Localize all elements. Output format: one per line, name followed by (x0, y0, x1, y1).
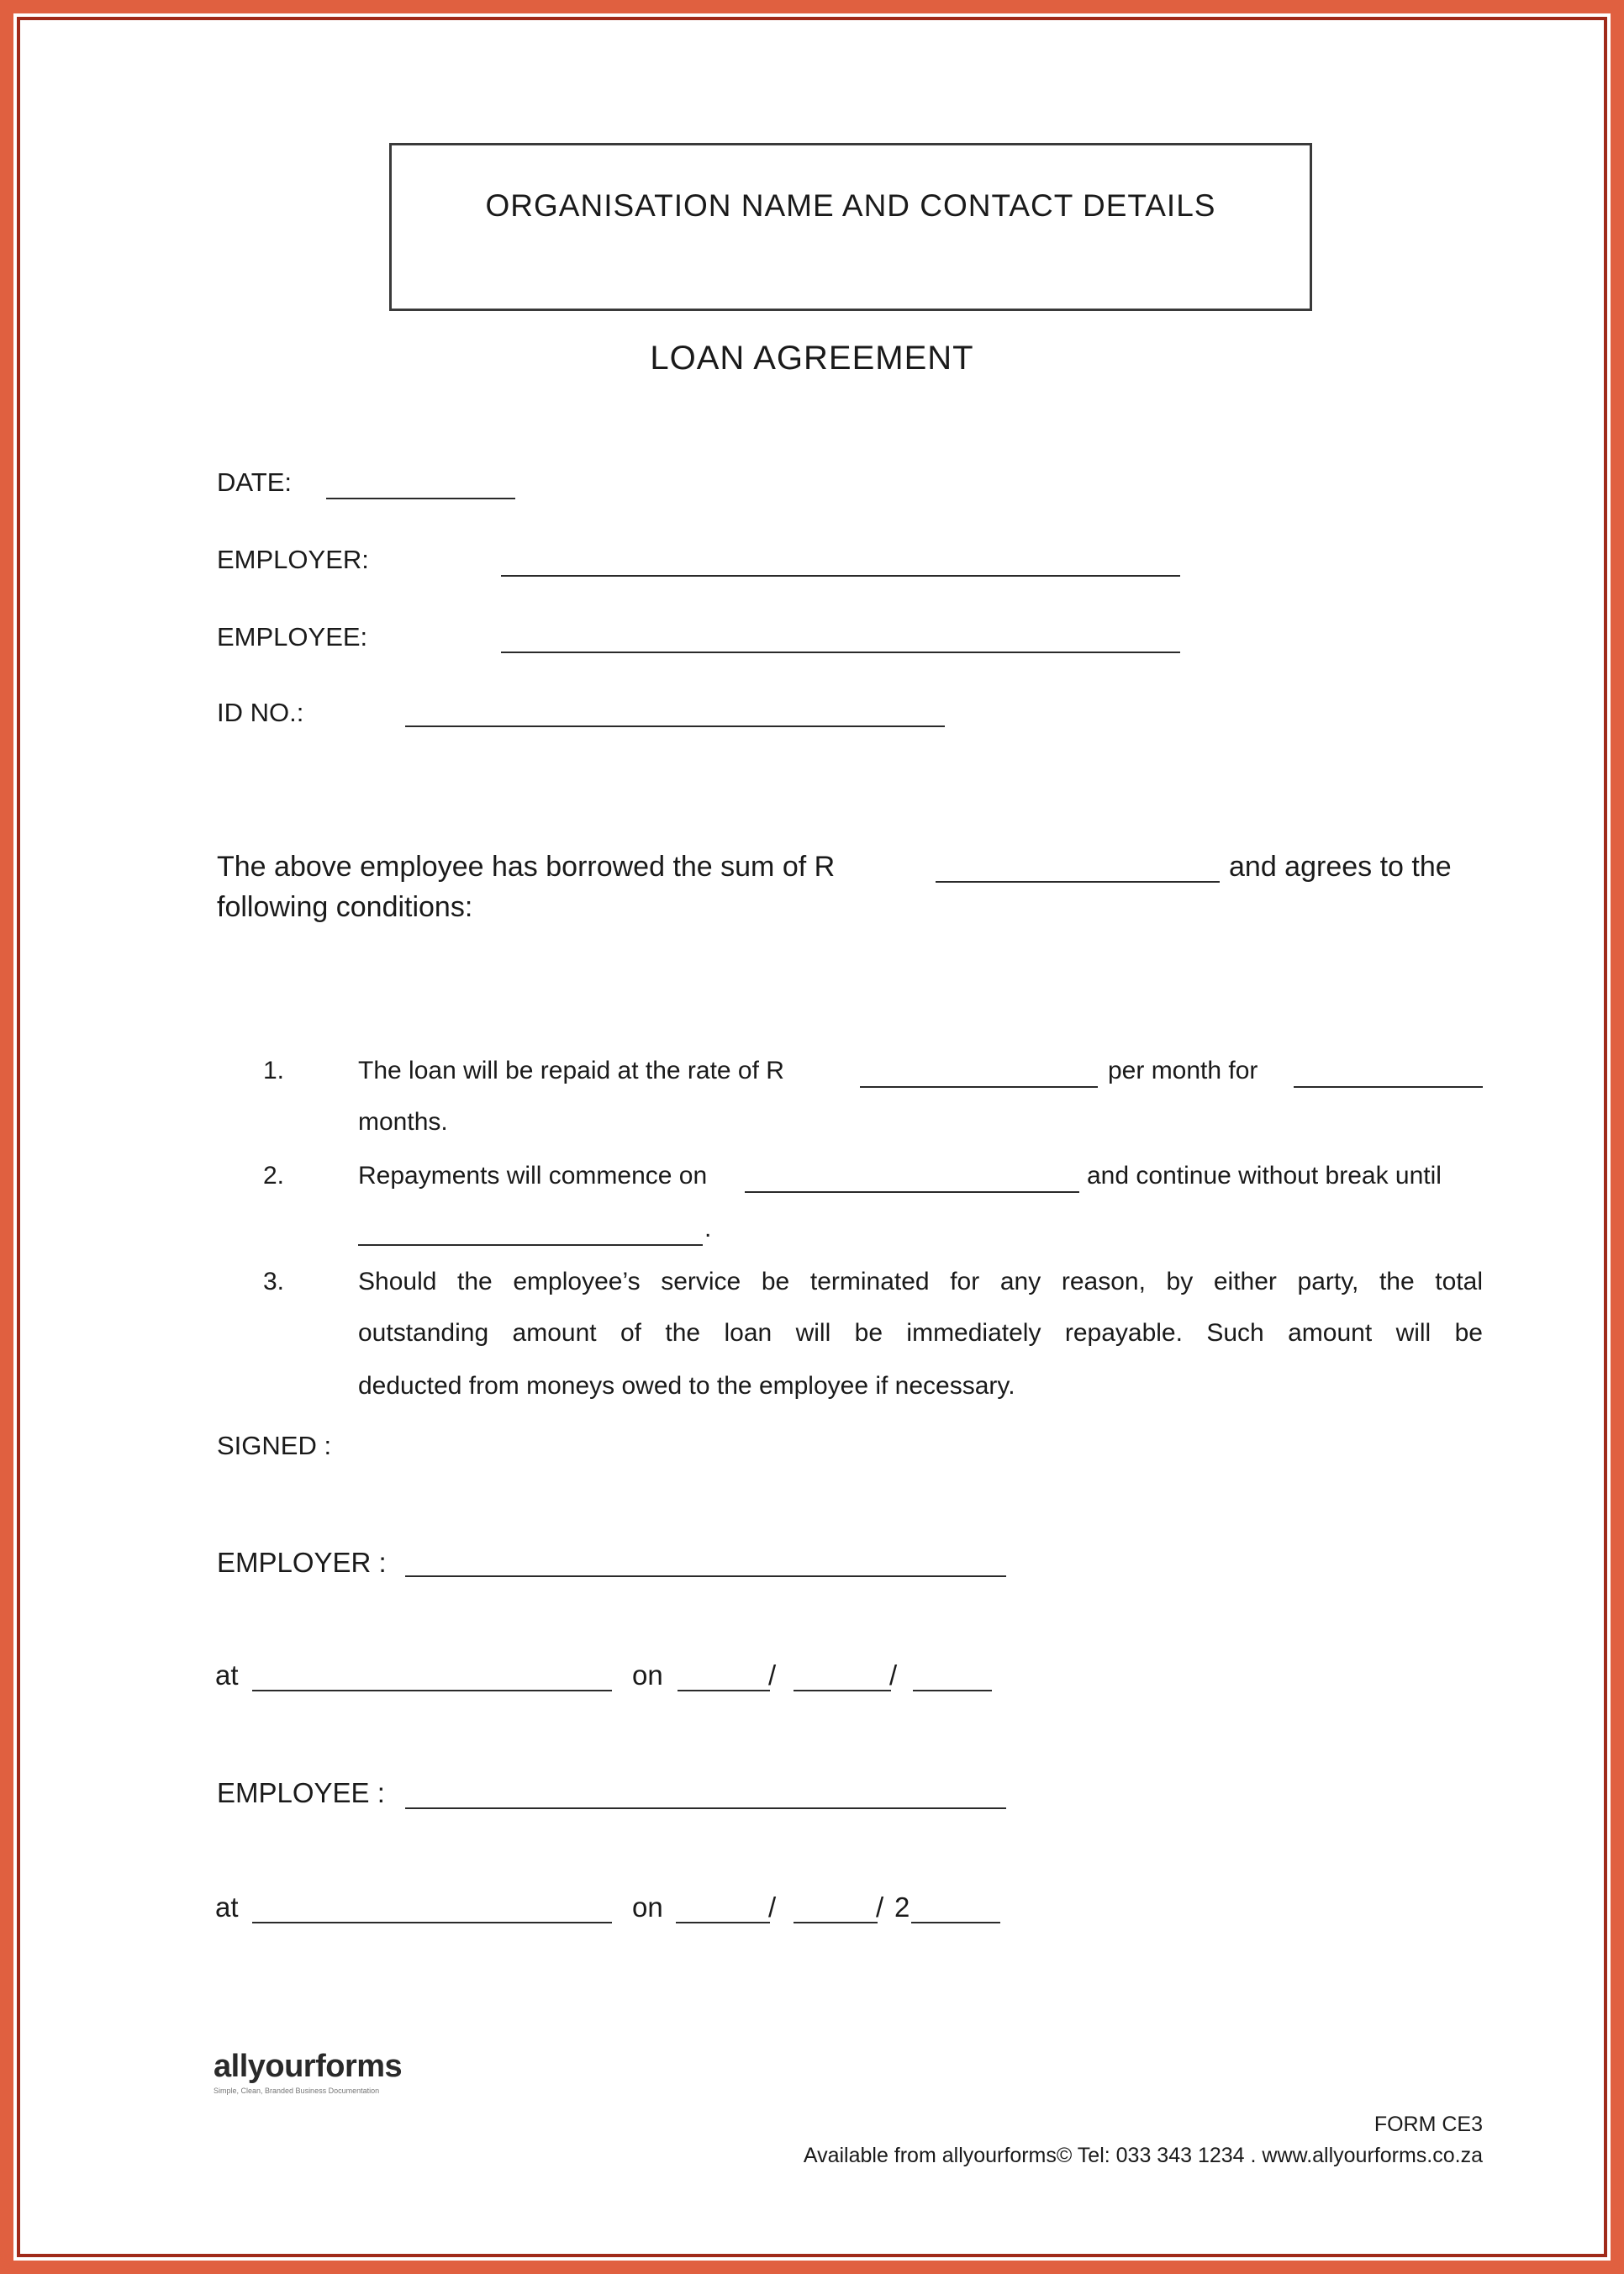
commence-date-blank[interactable] (745, 1191, 1079, 1193)
intro-text-part1: The above employee has borrowed the sum of R (217, 851, 836, 883)
employer-date-slash-2: / (889, 1659, 898, 1691)
condition-1-text-b: per month for (1108, 1057, 1258, 1084)
allyourforms-logo (214, 2049, 402, 2095)
employer-date-slash-1: / (768, 1659, 777, 1691)
employee-year-prefix: 2 (894, 1891, 910, 1923)
availability-text: Available from allyourforms© Tel: 033 343 1234 . www.allyourforms.co.za (803, 2144, 1483, 2167)
condition-3-number: 3. (263, 1268, 285, 1295)
employer-year-blank[interactable] (913, 1690, 992, 1691)
employee-day-blank[interactable] (676, 1922, 770, 1923)
condition-2-text-a: Repayments will commence on (358, 1162, 708, 1190)
monthly-rate-blank[interactable] (860, 1086, 1098, 1088)
employer-at-label: at (215, 1659, 239, 1691)
condition-1-text-c: months. (358, 1108, 448, 1136)
id-number-blank[interactable] (405, 725, 945, 727)
end-date-blank[interactable] (358, 1244, 703, 1246)
condition-2-text-b: and continue without break until (1087, 1162, 1442, 1190)
employee-label: EMPLOYEE: (217, 622, 368, 652)
employer-day-blank[interactable] (678, 1690, 770, 1691)
employer-place-blank[interactable] (252, 1690, 612, 1691)
logo-tagline: Simple, Clean, Branded Business Documentation (214, 2087, 380, 2095)
employee-date-slash-2: / (876, 1891, 884, 1923)
condition-3-line-1: Should the employee’s service be terminated for any reason, by either party, the total (358, 1268, 1483, 1295)
employee-blank[interactable] (501, 652, 1180, 653)
condition-1-number: 1. (263, 1057, 285, 1084)
condition-2-number: 2. (263, 1162, 285, 1190)
form-code: FORM CE3 (1374, 2113, 1483, 2136)
condition-1-text-a: The loan will be repaid at the rate of R (358, 1057, 784, 1084)
intro-text-line2: following conditions: (217, 891, 473, 923)
employer-month-blank[interactable] (794, 1690, 891, 1691)
document-title: LOAN AGREEMENT (650, 340, 974, 377)
employer-signature-label: EMPLOYER : (217, 1547, 387, 1578)
employee-place-blank[interactable] (252, 1922, 612, 1923)
condition-3-line-3: deducted from moneys owed to the employee if necessary. (358, 1372, 1015, 1400)
employee-month-blank[interactable] (794, 1922, 878, 1923)
logo-wordmark: allyourforms (214, 2049, 403, 2084)
employee-year-blank[interactable] (911, 1922, 1000, 1923)
months-count-blank[interactable] (1294, 1086, 1483, 1088)
condition-3-line-2: outstanding amount of the loan will be immediately repayable. Such amount will be (358, 1319, 1483, 1347)
employee-at-label: at (215, 1891, 239, 1923)
date-blank[interactable] (326, 498, 515, 499)
signed-label: SIGNED : (217, 1431, 332, 1460)
intro-text-part2: and agrees to the (1229, 851, 1452, 883)
loan-amount-blank[interactable] (936, 881, 1220, 883)
employee-date-slash-1: / (768, 1891, 777, 1923)
employee-on-label: on (632, 1891, 663, 1923)
date-label: DATE: (217, 467, 292, 497)
employer-on-label: on (632, 1659, 663, 1691)
employer-signature-blank[interactable] (405, 1575, 1006, 1577)
organisation-details-box (389, 143, 1312, 311)
condition-2-text-c: . (704, 1215, 712, 1243)
employee-signature-blank[interactable] (405, 1807, 1006, 1809)
employer-blank[interactable] (501, 575, 1180, 577)
employer-label: EMPLOYER: (217, 545, 369, 574)
id-number-label: ID NO.: (217, 698, 304, 727)
employee-signature-label: EMPLOYEE : (217, 1777, 385, 1808)
organisation-details-text: ORGANISATION NAME AND CONTACT DETAILS (485, 188, 1216, 223)
